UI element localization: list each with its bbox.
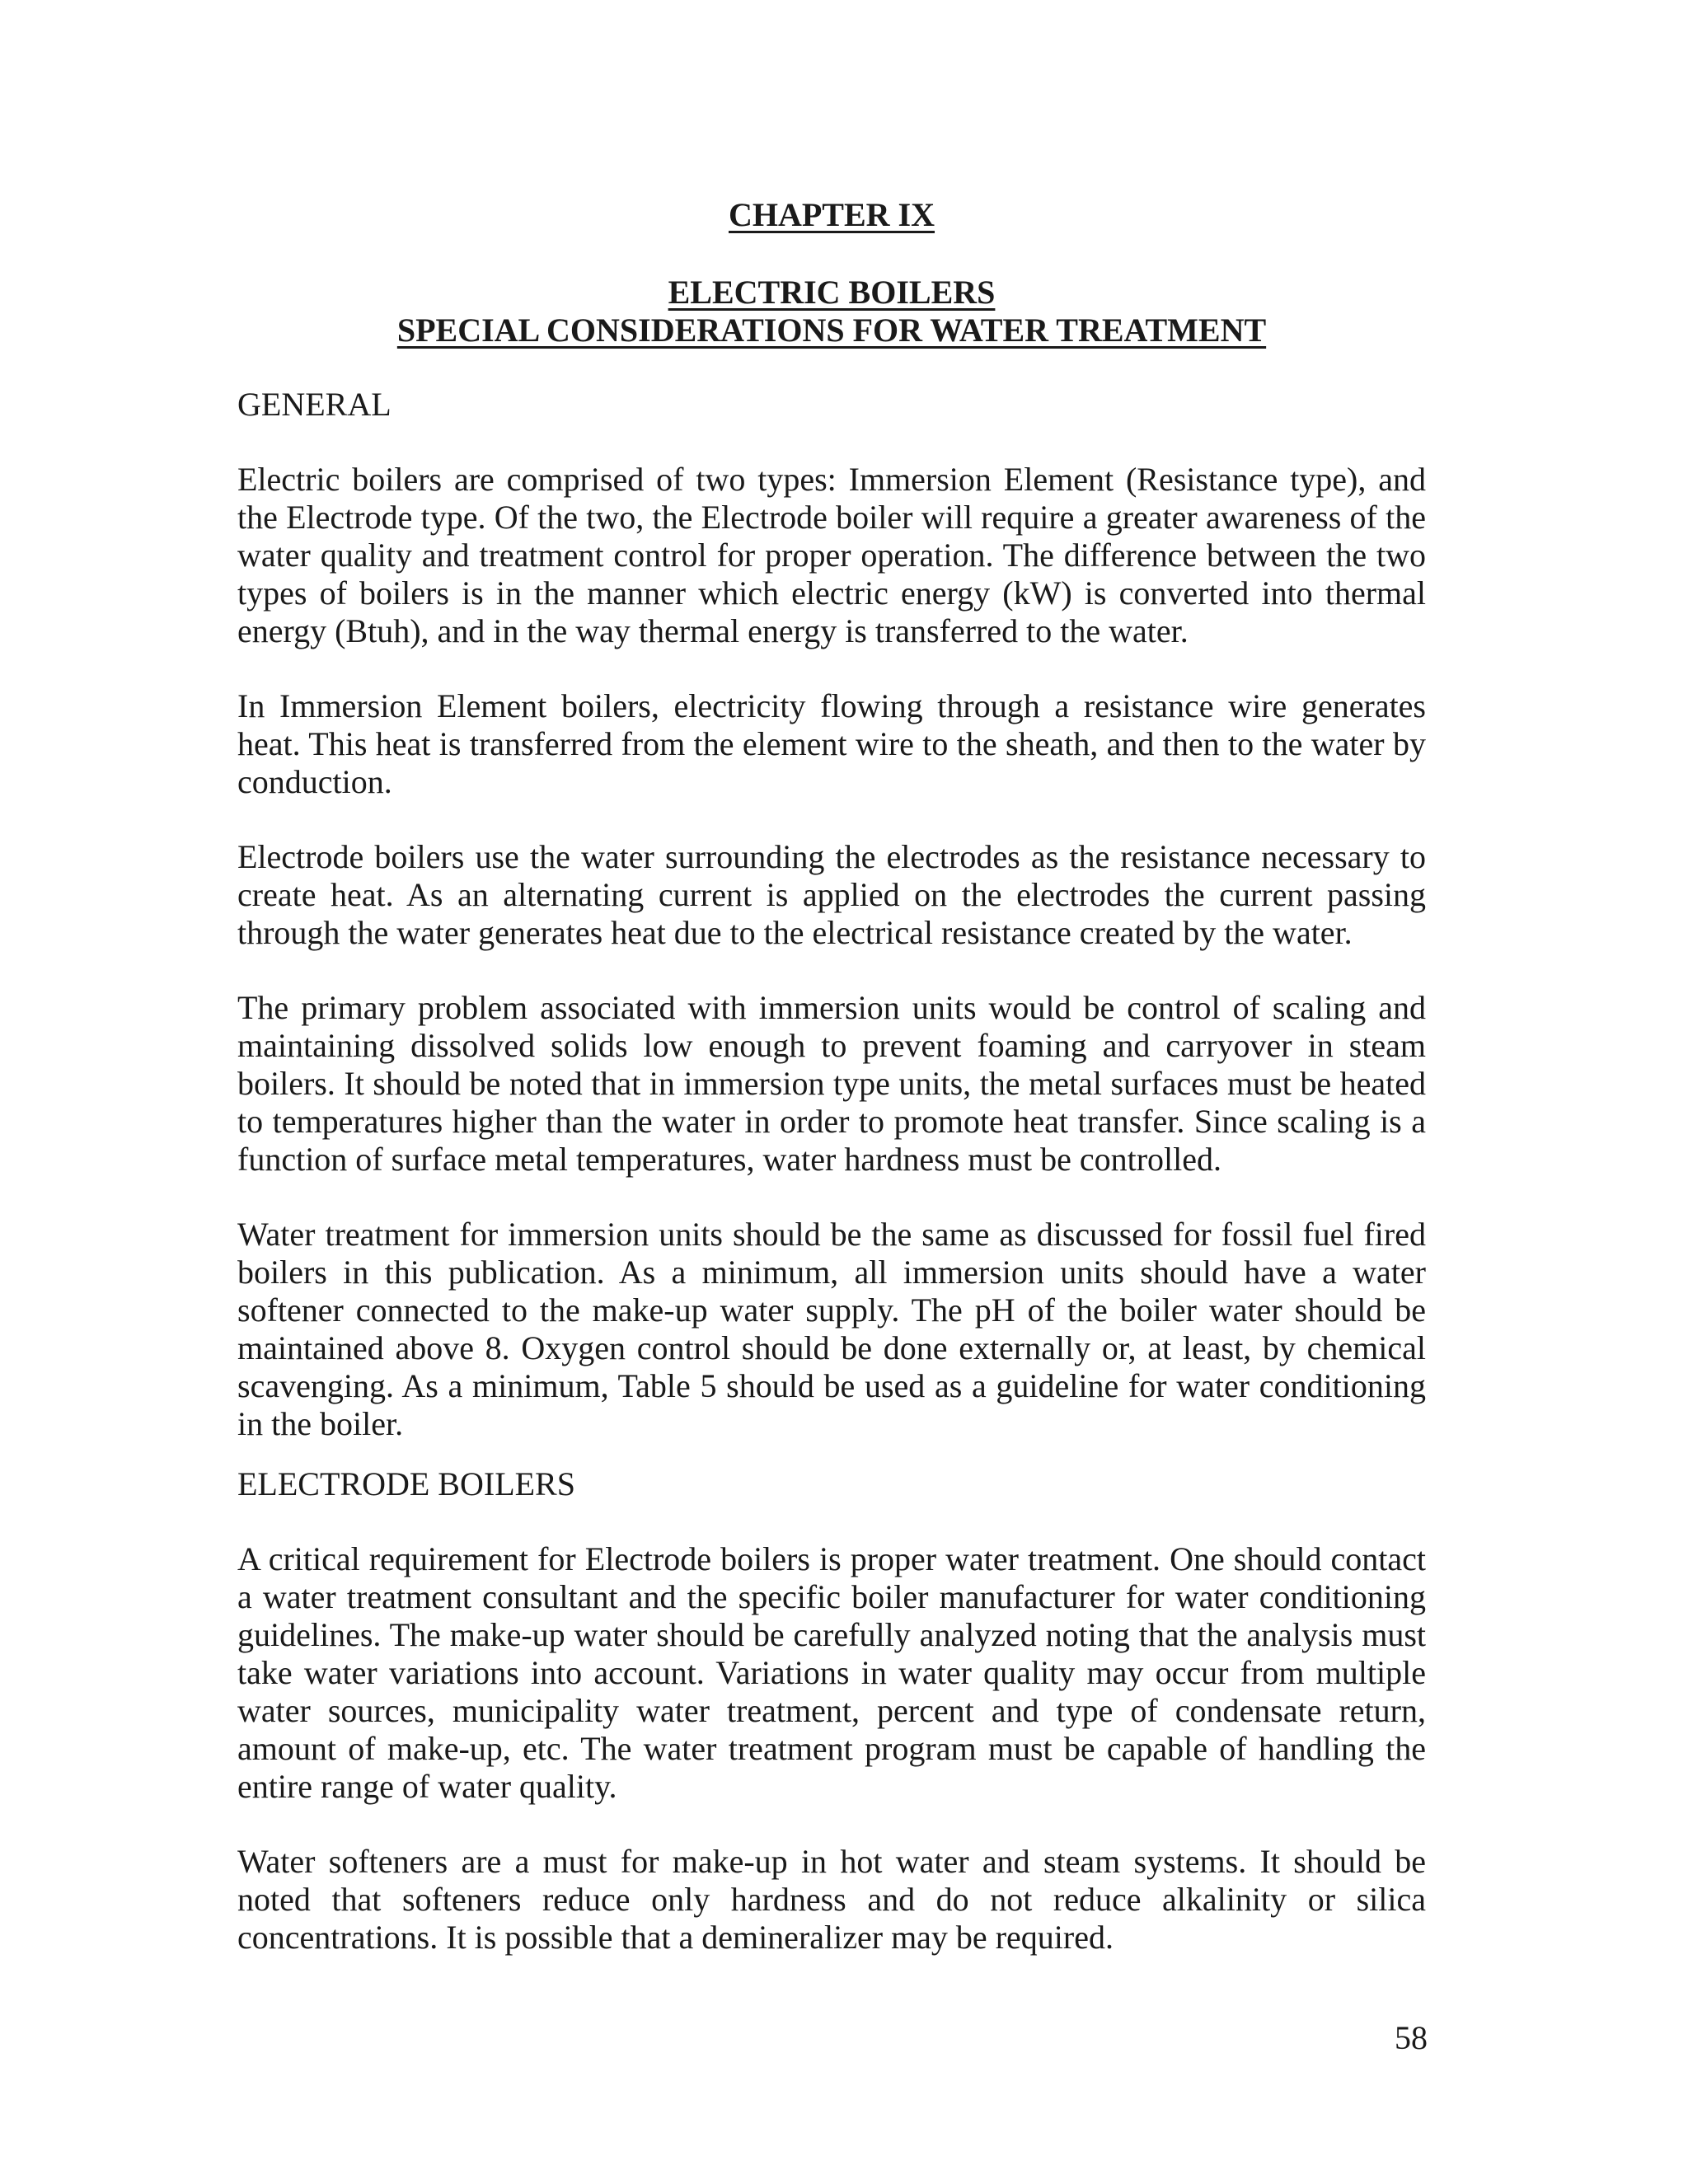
chapter-heading-line-1: ELECTRIC BOILERS — [668, 274, 996, 311]
section-heading-electrode-boilers: ELECTRODE BOILERS — [237, 1465, 575, 1502]
paragraph: In Immersion Element boilers, electricity flowing through a resistance wire generates heat. This heat is transferred from the element wire to the sheath, and then to the water by conduction. — [237, 687, 1426, 800]
paragraph: Electric boilers are comprised of two types: Immersion Element (Resistance type), and the Electrode type. Of the two, the Electrode boiler will require a greater awareness of the water quality and treatment control for proper operation. The difference between the two types of boilers is in the manner which electric energy (kW) is converted into thermal energy (Btuh), and in the way thermal energy is transferred to the water. — [237, 461, 1426, 649]
paragraph: Electrode boilers use the water surrounding the electrodes as the resistance necessary to create heat. As an alternating current is applied on the electrodes the current passing through the water generates heat due to the electrical resistance created by the water. — [237, 838, 1426, 951]
chapter-heading-line-2: SPECIAL CONSIDERATIONS FOR WATER TREATMENT — [396, 312, 1267, 349]
section-heading-general: GENERAL — [237, 386, 392, 423]
chapter-title: CHAPTER IX — [728, 196, 935, 233]
paragraph: The primary problem associated with immersion units would be control of scaling and maintaining dissolved solids low enough to prevent foaming and carryover in steam boilers. It should be noted that in immersion type units, the metal surfaces must be heated to temperatures higher than the water in order to promote heat transfer. Since scaling is a function of surface metal temperatures, water hardness must be controlled. — [237, 989, 1426, 1178]
paragraph: Water softeners are a must for make-up in hot water and steam systems. It should be noted that softeners reduce only hardness and do not reduce alkalinity or silica concentrations. It is possible that a demineralizer may be required. — [237, 1843, 1426, 1956]
page-number: 58 — [1395, 2019, 1428, 2056]
document-page — [237, 0, 1426, 2184]
paragraph: A critical requirement for Electrode boilers is proper water treatment. One should contact a water treatment consultant and the specific boiler manufacturer for water conditioning guidelines. The make-up water should be carefully analyzed noting that the analysis must take water variations into account. Variations in water quality may occur from multiple water sources, municipality water treatment, percent and type of condensate return, amount of make-up, etc. The water treatment program must be capable of handling the entire range of water quality. — [237, 1540, 1426, 1805]
paragraph: Water treatment for immersion units should be the same as discussed for fossil fuel fired boilers in this publication. As a minimum, all immersion units should have a water softener connected to the make-up water supply. The pH of the boiler water should be maintained above 8. Oxygen control should be done externally or, at least, by chemical scavenging. As a minimum, Table 5 should be used as a guideline for water conditioning in the boiler. — [237, 1216, 1426, 1442]
